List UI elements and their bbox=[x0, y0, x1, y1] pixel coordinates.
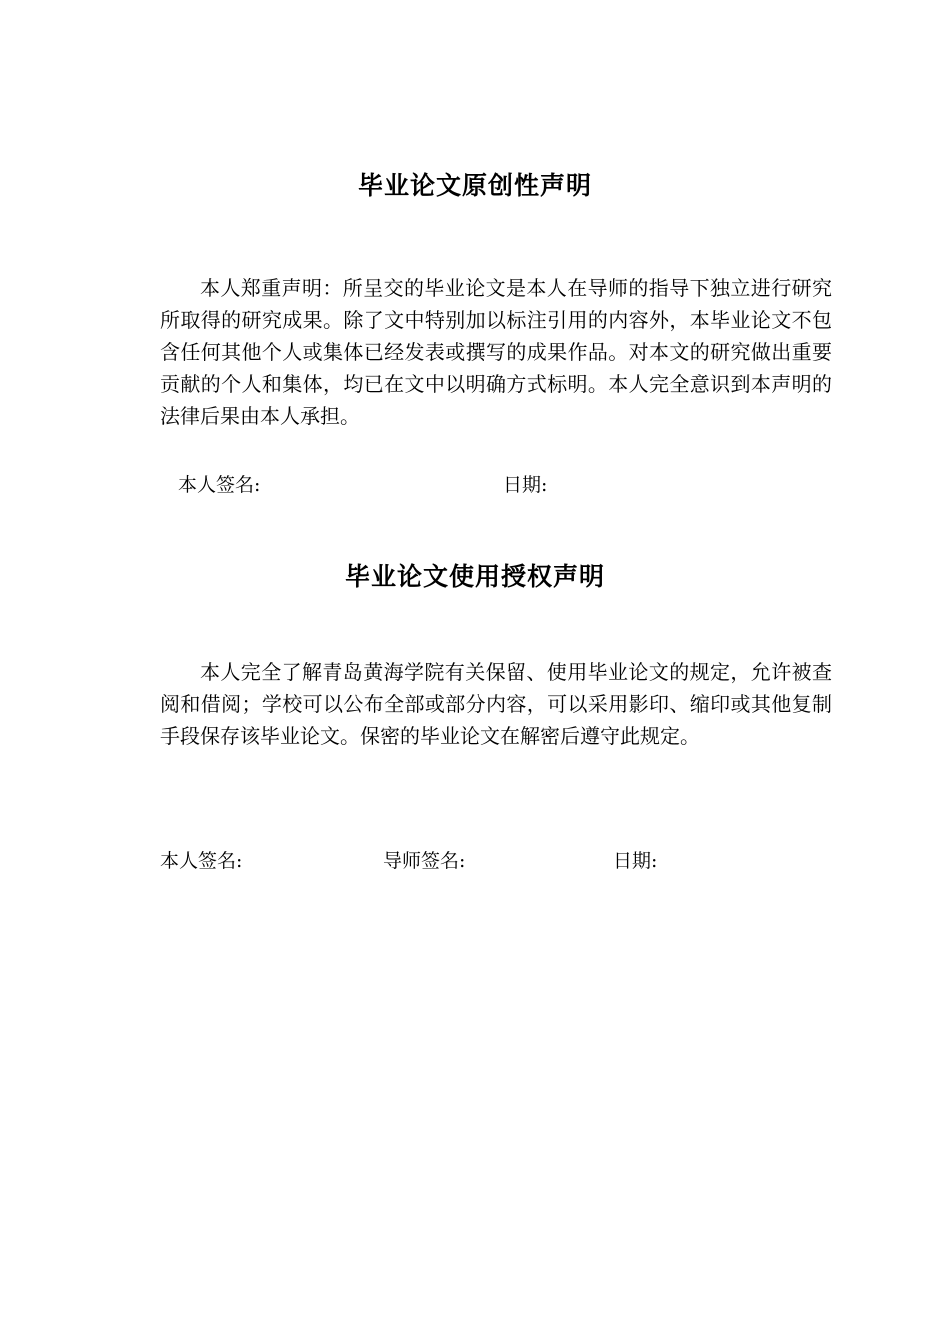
originality-declaration-title: 毕业论文原创性声明 bbox=[357, 171, 592, 200]
originality-signature-label: 本人签名: bbox=[178, 474, 261, 496]
authorization-date-label: 日期: bbox=[613, 850, 658, 872]
authorization-signature-label: 本人签名: bbox=[160, 850, 243, 872]
originality-declaration-body: 本人郑重声明：所呈交的毕业论文是本人在导师的指导下独立进行研究所取得的研究成果。除了文中特别加以标注引用的内容外，本毕业论文不包含任何其他个人或集体已经发表或撰写的成果作品。对本文的研究做出重要贡献的个人和集体，均已在文中以明确方式标明。本人完全意识到本声明的法律后果由本人承担。 bbox=[160, 276, 832, 428]
authorization-declaration-body: 本人完全了解青岛黄海学院有关保留、使用毕业论文的规定，允许被查阅和借阅；学校可以公布全部或部分内容，可以采用影印、缩印或其他复制手段保存该毕业论文。保密的毕业论文在解密后遵守此规定。 bbox=[160, 660, 832, 748]
originality-date-label: 日期: bbox=[503, 474, 548, 496]
authorization-advisor-signature-label: 导师签名: bbox=[383, 850, 466, 872]
authorization-declaration-title: 毕业论文使用授权声明 bbox=[344, 562, 605, 591]
